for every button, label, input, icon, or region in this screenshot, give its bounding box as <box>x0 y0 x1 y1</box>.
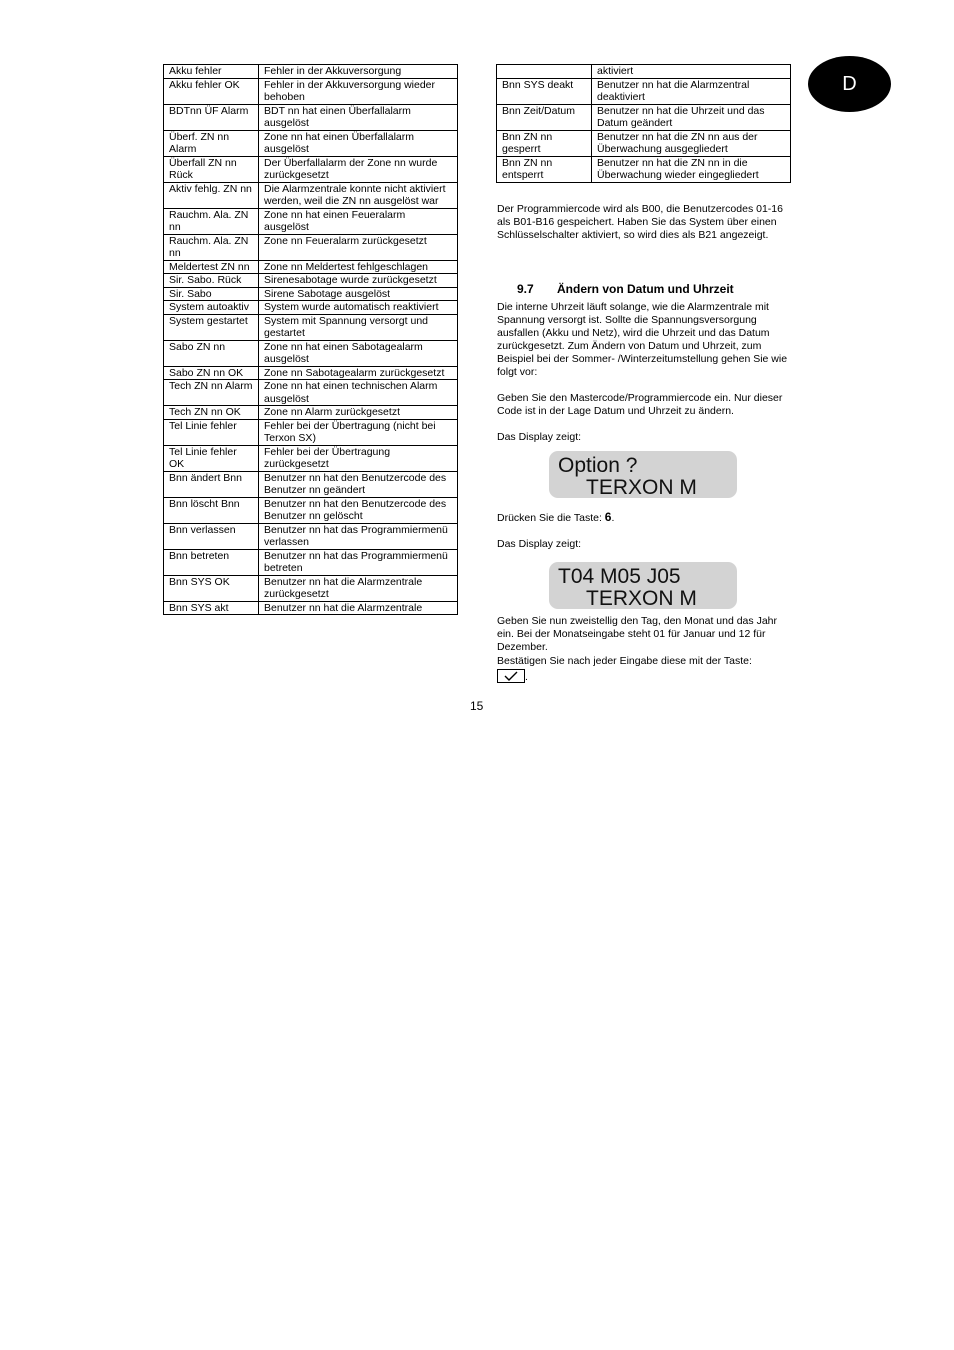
display-shows-label-2: Das Display zeigt: <box>497 538 582 550</box>
language-badge: D <box>808 56 891 112</box>
event-code-cell: System autoaktiv <box>164 301 259 315</box>
event-description-cell: Fehler in der Akkuversorgung <box>259 65 458 79</box>
event-code-cell: Tel Linie fehler <box>164 419 259 445</box>
event-code-cell: Überfall ZN nn Rück <box>164 156 259 182</box>
lcd-line-1: Option ? <box>558 454 638 477</box>
event-description-cell: Fehler in der Akkuversorgung wieder behoben <box>259 78 458 104</box>
paragraph-confirm: Bestätigen Sie nach jeder Eingabe diese mit der Taste: <box>497 655 752 667</box>
event-description-cell: Benutzer nn hat die Alarmzentral deaktiviert <box>592 78 791 104</box>
event-description-cell: BDT nn hat einen Überfallalarm ausgelöst <box>259 104 458 130</box>
event-description-cell: aktiviert <box>592 65 791 79</box>
lcd-display-date <box>549 562 737 609</box>
event-description-cell: Benutzer nn hat das Programmiermenü verlassen <box>259 523 458 549</box>
event-code-cell: System gestartet <box>164 314 259 340</box>
confirm-key-line <box>497 669 793 684</box>
event-code-cell: Sir. Sabo. Rück <box>164 274 259 288</box>
table-row <box>164 380 458 406</box>
event-code-cell: Aktiv fehlg. ZN nn <box>164 182 259 208</box>
event-code-cell: Rauchm. Ala. ZN nn <box>164 208 259 234</box>
confirm-end: . <box>525 671 528 683</box>
table-row <box>164 445 458 471</box>
event-description-cell: Fehler bei der Übertragung (nicht bei Terxon SX) <box>259 419 458 445</box>
event-code-cell: Bnn ändert Bnn <box>164 471 259 497</box>
event-description-cell: Benutzer nn hat die Uhrzeit und das Datum geändert <box>592 104 791 130</box>
table-row <box>164 314 458 340</box>
event-description-cell: Zone nn hat einen Überfallalarm ausgelöst <box>259 130 458 156</box>
lcd-line-2: TERXON M <box>586 587 697 610</box>
table-row <box>164 340 458 366</box>
event-code-cell: Bnn Zeit/Datum <box>497 104 592 130</box>
key-6: 6 <box>604 510 612 524</box>
page-number: 15 <box>470 699 484 713</box>
event-description-cell: Zone nn Sabotagealarm zurückgesetzt <box>259 366 458 380</box>
event-code-cell: Bnn ZN nn gesperrt <box>497 130 592 156</box>
lcd-display-option <box>549 451 737 498</box>
table-row <box>164 523 458 549</box>
section-heading <box>517 282 734 296</box>
event-code-cell: Bnn verlassen <box>164 523 259 549</box>
lcd-line-1: T04 M05 J05 <box>558 565 681 588</box>
event-description-cell: System wurde automatisch reaktiviert <box>259 301 458 315</box>
table-row <box>164 549 458 575</box>
table-row <box>164 65 458 79</box>
event-table-right <box>496 64 791 183</box>
event-code-cell: Bnn SYS deakt <box>497 78 592 104</box>
table-row <box>497 78 791 104</box>
event-description-cell: Benutzer nn hat das Programmiermenü betreten <box>259 549 458 575</box>
table-row <box>164 287 458 301</box>
press-key-text <box>497 511 793 525</box>
event-code-cell: Bnn SYS akt <box>164 601 259 615</box>
event-code-cell: Akku fehler OK <box>164 78 259 104</box>
event-description-cell: Sirenesabotage wurde zurückgesetzt <box>259 274 458 288</box>
section-title: Ändern von Datum und Uhrzeit <box>557 282 734 296</box>
event-description-cell: Zone nn hat einen technischen Alarm ausgelöst <box>259 380 458 406</box>
event-code-cell: Tel Linie fehler OK <box>164 445 259 471</box>
event-code-cell: Tech ZN nn OK <box>164 406 259 420</box>
table-row <box>497 156 791 182</box>
table-row <box>164 156 458 182</box>
event-code-cell: Bnn betreten <box>164 549 259 575</box>
table-row <box>164 366 458 380</box>
table-row <box>164 274 458 288</box>
event-table-left <box>163 64 458 615</box>
display-shows-label-1: Das Display zeigt: <box>497 431 582 443</box>
table-row <box>164 234 458 260</box>
paragraph-codes: Der Programmiercode wird als B00, die Benutzercodes 01-16 als B01-B16 gespeichert. Haben Sie das System über einen Schlüsselschalter aktiviert, so wird dies als B21 angezeigt. <box>497 203 783 241</box>
table-row <box>164 182 458 208</box>
table-row <box>164 601 458 615</box>
event-code-cell: Überf. ZN nn Alarm <box>164 130 259 156</box>
table-row <box>164 208 458 234</box>
table-row <box>497 104 791 130</box>
event-description-cell: Zone nn Meldertest fehlgeschlagen <box>259 260 458 274</box>
event-code-cell <box>497 65 592 79</box>
event-code-cell: Akku fehler <box>164 65 259 79</box>
event-code-cell: Sabo ZN nn <box>164 340 259 366</box>
event-description-cell: System mit Spannung versorgt und gestartet <box>259 314 458 340</box>
section-number: 9.7 <box>517 282 534 296</box>
lcd-line-2: TERXON M <box>586 476 697 499</box>
press-key-label: Drücken Sie die Taste: <box>497 512 605 524</box>
table-row <box>164 471 458 497</box>
table-row <box>164 301 458 315</box>
paragraph-intro: Die interne Uhrzeit läuft solange, wie die Alarmzentrale mit Spannung versorgt ist. Sollte die Spannungsversorgung ausfallen (Akku und Netz), wird die Uhrzeit und das Datum zurückgesetzt. Zum Ändern von Datum und Uhrzeit, zum Beispiel bei der Sommer- /Winterzeitumstellung gehen Sie wie folgt vor: <box>497 301 788 378</box>
event-code-cell: Bnn SYS OK <box>164 575 259 601</box>
table-row <box>164 419 458 445</box>
event-description-cell: Benutzer nn hat die Alarmzentrale zurückgesetzt <box>259 575 458 601</box>
event-code-cell: Rauchm. Ala. ZN nn <box>164 234 259 260</box>
event-description-cell: Benutzer nn hat den Benutzercode des Benutzer nn gelöscht <box>259 497 458 523</box>
press-key-end: . <box>611 512 615 524</box>
event-description-cell: Benutzer nn hat die Alarmzentrale <box>259 601 458 615</box>
event-code-cell: Sir. Sabo <box>164 287 259 301</box>
event-description-cell: Benutzer nn hat die ZN nn aus der Überwachung ausgegliedert <box>592 130 791 156</box>
event-description-cell: Der Überfallalarm der Zone nn wurde zurückgesetzt <box>259 156 458 182</box>
paragraph-master: Geben Sie den Mastercode/Programmiercode ein. Nur dieser Code ist in der Lage Datum und Uhrzeit zu ändern. <box>497 392 783 417</box>
checkmark-icon <box>497 669 525 683</box>
event-code-cell: Tech ZN nn Alarm <box>164 380 259 406</box>
event-description-cell: Zone nn hat einen Sabotagealarm ausgelöst <box>259 340 458 366</box>
event-description-cell: Sirene Sabotage ausgelöst <box>259 287 458 301</box>
event-code-cell: Bnn löscht Bnn <box>164 497 259 523</box>
event-description-cell: Zone nn hat einen Feueralarm ausgelöst <box>259 208 458 234</box>
table-row <box>164 78 458 104</box>
table-row <box>164 497 458 523</box>
table-row <box>497 65 791 79</box>
paragraph-enter: Geben Sie nun zweistellig den Tag, den Monat und das Jahr ein. Bei der Monatseingabe steht 01 für Januar und 12 für Dezember. <box>497 615 777 653</box>
event-description-cell: Benutzer nn hat die ZN nn in die Überwachung wieder eingegliedert <box>592 156 791 182</box>
event-description-cell: Fehler bei der Übertragung zurückgesetzt <box>259 445 458 471</box>
table-row <box>497 130 791 156</box>
event-description-cell: Benutzer nn hat den Benutzercode des Benutzer nn geändert <box>259 471 458 497</box>
table-row <box>164 104 458 130</box>
event-code-cell: Sabo ZN nn OK <box>164 366 259 380</box>
event-description-cell: Zone nn Alarm zurückgesetzt <box>259 406 458 420</box>
table-row <box>164 406 458 420</box>
table-row <box>164 130 458 156</box>
event-description-cell: Die Alarmzentrale konnte nicht aktiviert werden, weil die ZN nn ausgelöst war <box>259 182 458 208</box>
table-row <box>164 575 458 601</box>
event-code-cell: BDTnn ÜF Alarm <box>164 104 259 130</box>
table-row <box>164 260 458 274</box>
event-description-cell: Zone nn Feueralarm zurückgesetzt <box>259 234 458 260</box>
event-code-cell: Bnn ZN nn entsperrt <box>497 156 592 182</box>
event-code-cell: Meldertest ZN nn <box>164 260 259 274</box>
